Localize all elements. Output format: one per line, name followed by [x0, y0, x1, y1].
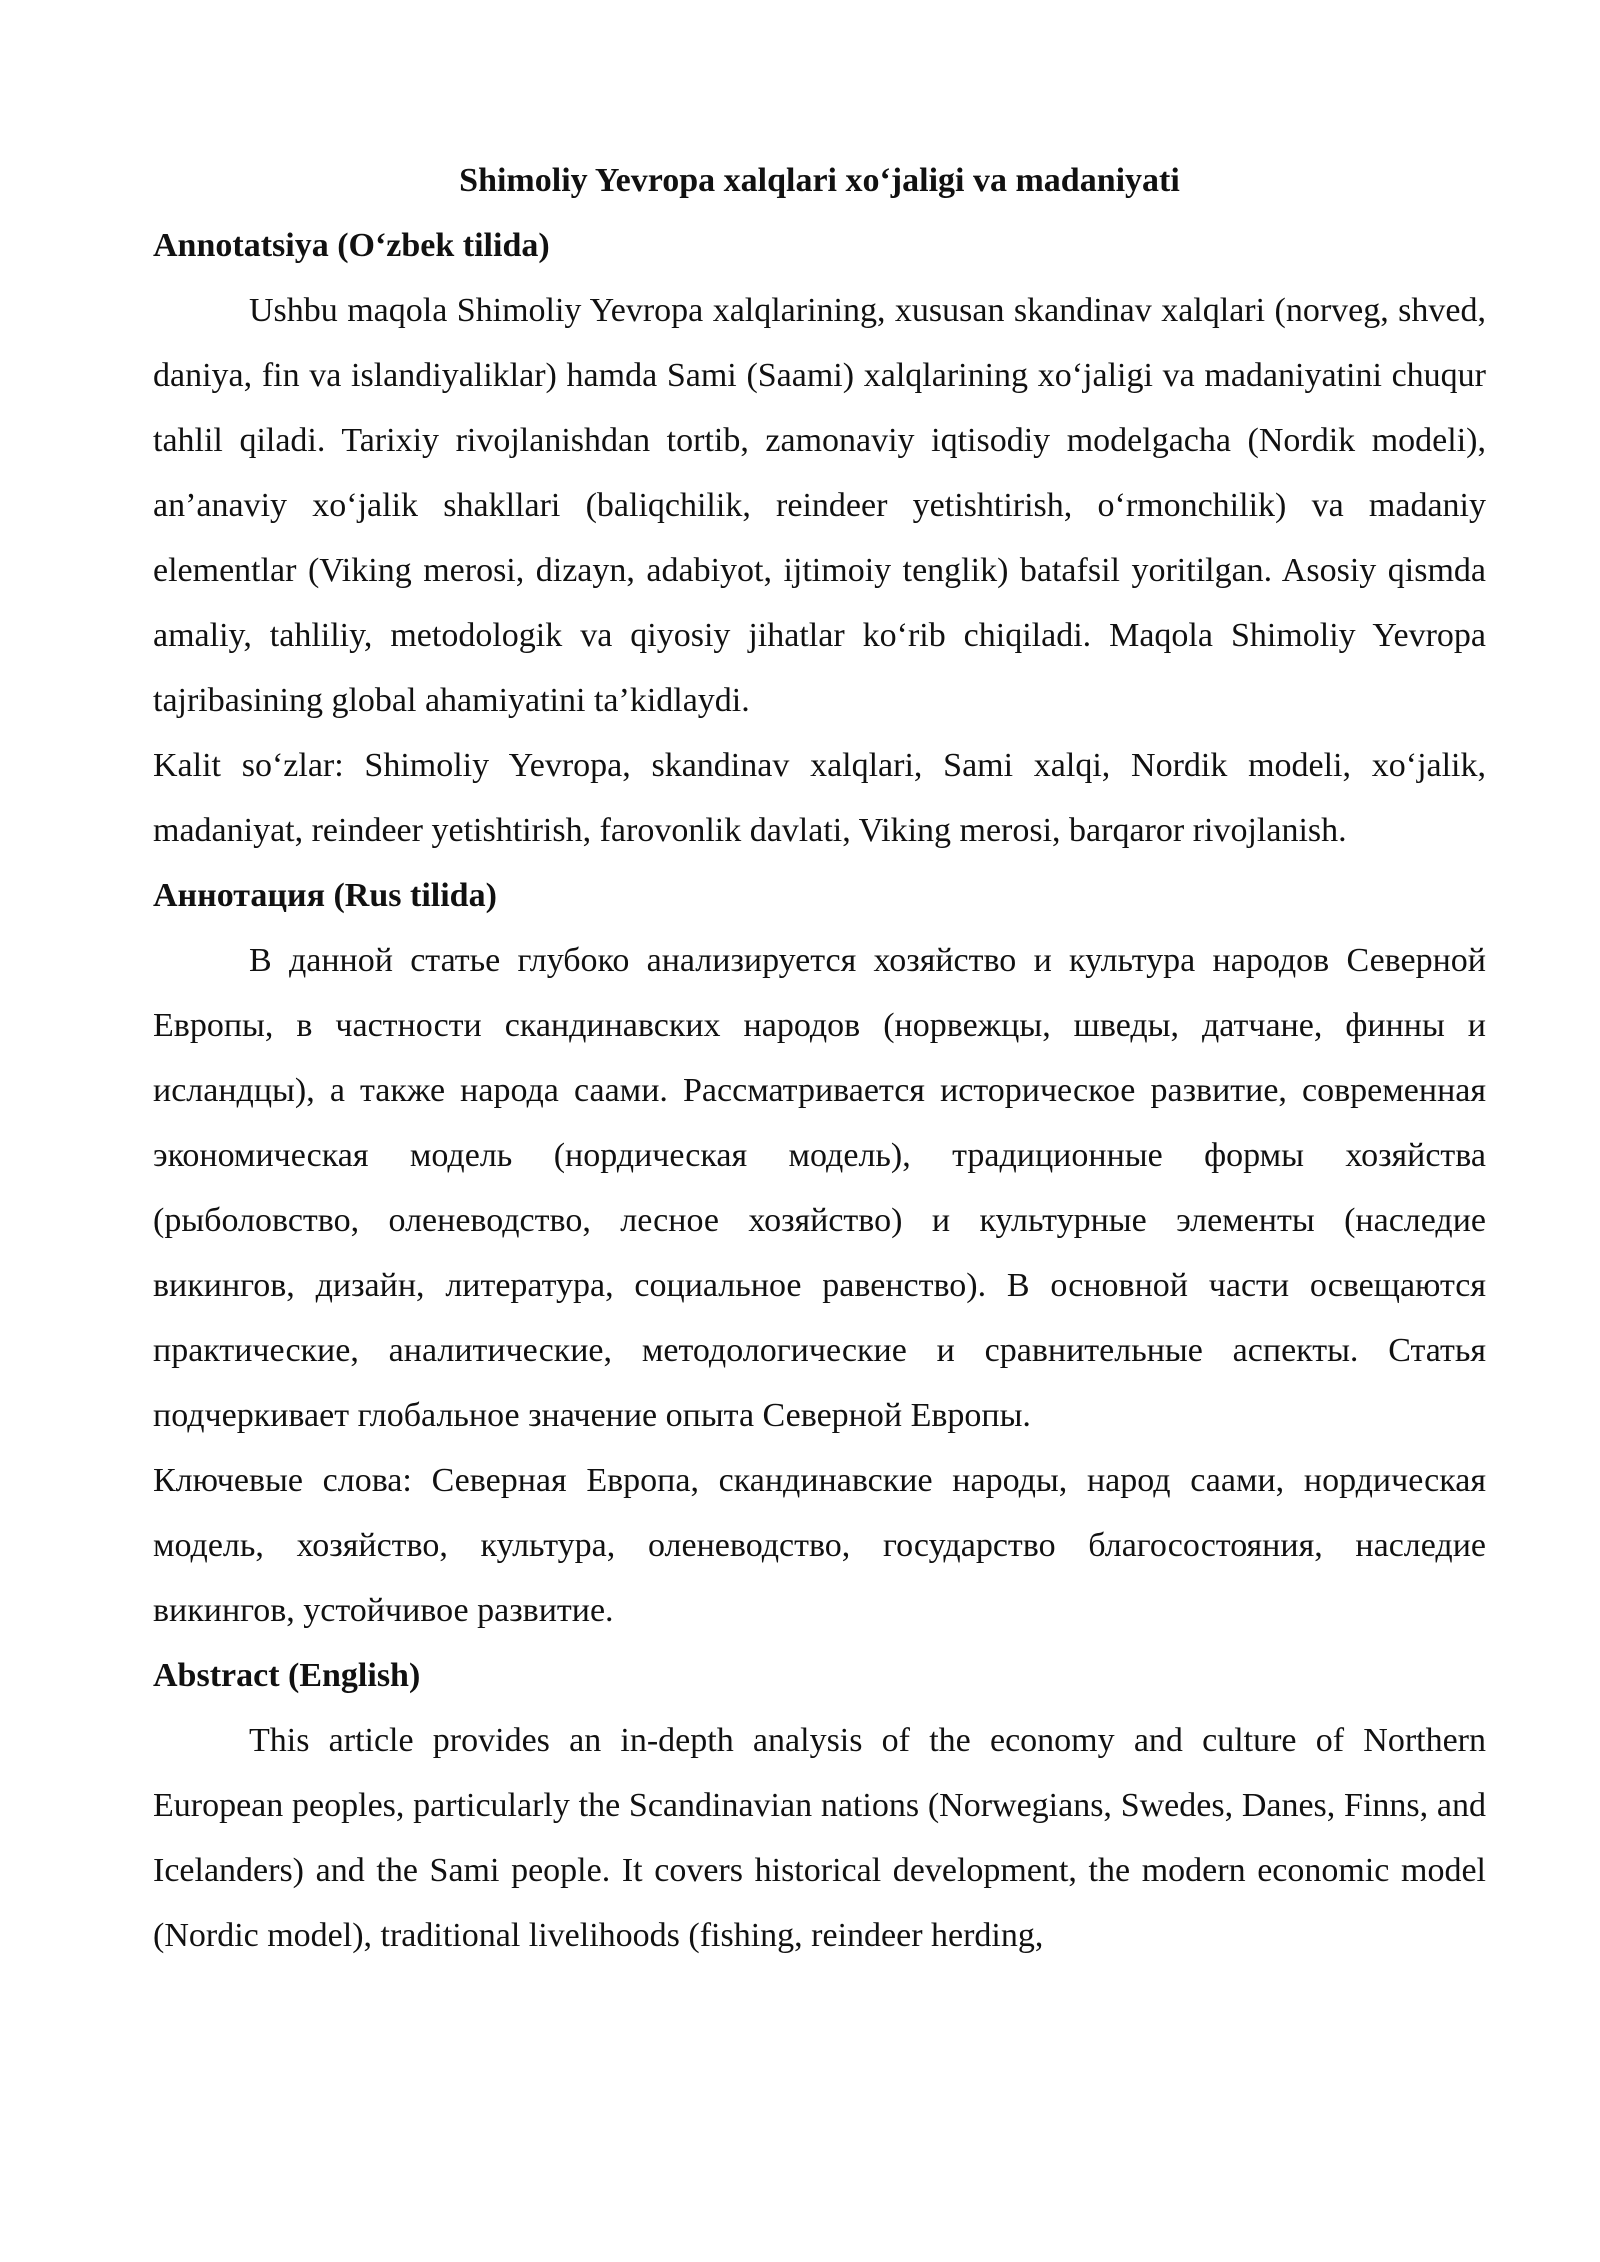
russian-annotation-body: В данной статье глубоко анализируется хозяйство и культура народов Северной Европы, в частности скандинавских народов (норвежцы, шведы, датчане, финны и исландцы), а также народа саами. Рассматривается историческое развитие, современная экономическая модель (нордическая модель), традиционные формы хозяйства (рыболовство, оленеводство, лесное хозяйство) и культурные элементы (наследие викингов, дизайн, литература, социальное равенство). В основной части освещаются практические, аналитические, методологические и сравнительные аспекты. Статья подчеркивает глобальное значение опыта Северной Европы. [153, 942, 1486, 1434]
english-abstract-heading: Abstract (English) [153, 1657, 421, 1694]
russian-annotation-heading: Аннотация (Rus tilida) [153, 877, 497, 914]
uzbek-keywords: Kalit so‘zlar: Shimoliy Yevropa, skandinav xalqlari, Sami xalqi, Nordik modeli, xo‘jalik, madaniyat, reindeer yetishtirish, farovonlik davlati, Viking merosi, barqaror rivojlanish. [153, 747, 1486, 849]
document-title: Shimoliy Yevropa xalqlari xo‘jaligi va madaniyati [459, 162, 1180, 199]
russian-keywords: Ключевые слова: Северная Европа, скандинавские народы, народ саами, нордическая модель, хозяйство, культура, оленеводство, государство благосостояния, наследие викингов, устойчивое развитие. [153, 1462, 1486, 1629]
document-page [153, 148, 1486, 1968]
english-abstract-body: This article provides an in-depth analysis of the economy and culture of Northern European peoples, particularly the Scandinavian nations (Norwegians, Swedes, Danes, Finns, and Icelanders) and the Sami people. It covers historical development, the modern economic model (Nordic model), traditional livelihoods (fishing, reindeer herding, [153, 1722, 1486, 1954]
uzbek-annotation-heading: Annotatsiya (O‘zbek tilida) [153, 227, 550, 264]
uzbek-annotation-body: Ushbu maqola Shimoliy Yevropa xalqlarining, xususan skandinav xalqlari (norveg, shved, daniya, fin va islandiyaliklar) hamda Sami (Saami) xalqlarining xo‘jaligi va madaniyatini chuqur tahlil qiladi. Tarixiy rivojlanishdan tortib, zamonaviy iqtisodiy modelgacha (Nordik modeli), an’anaviy xo‘jalik shakllari (baliqchilik, reindeer yetishtirish, o‘rmonchilik) va madaniy elementlar (Viking merosi, dizayn, adabiyot, ijtimoiy tenglik) batafsil yoritilgan. Asosiy qismda amaliy, tahliliy, metodologik va qiyosiy jihatlar ko‘rib chiqiladi. Maqola Shimoliy Yevropa tajribasining global ahamiyatini ta’kidlaydi. [153, 292, 1486, 719]
